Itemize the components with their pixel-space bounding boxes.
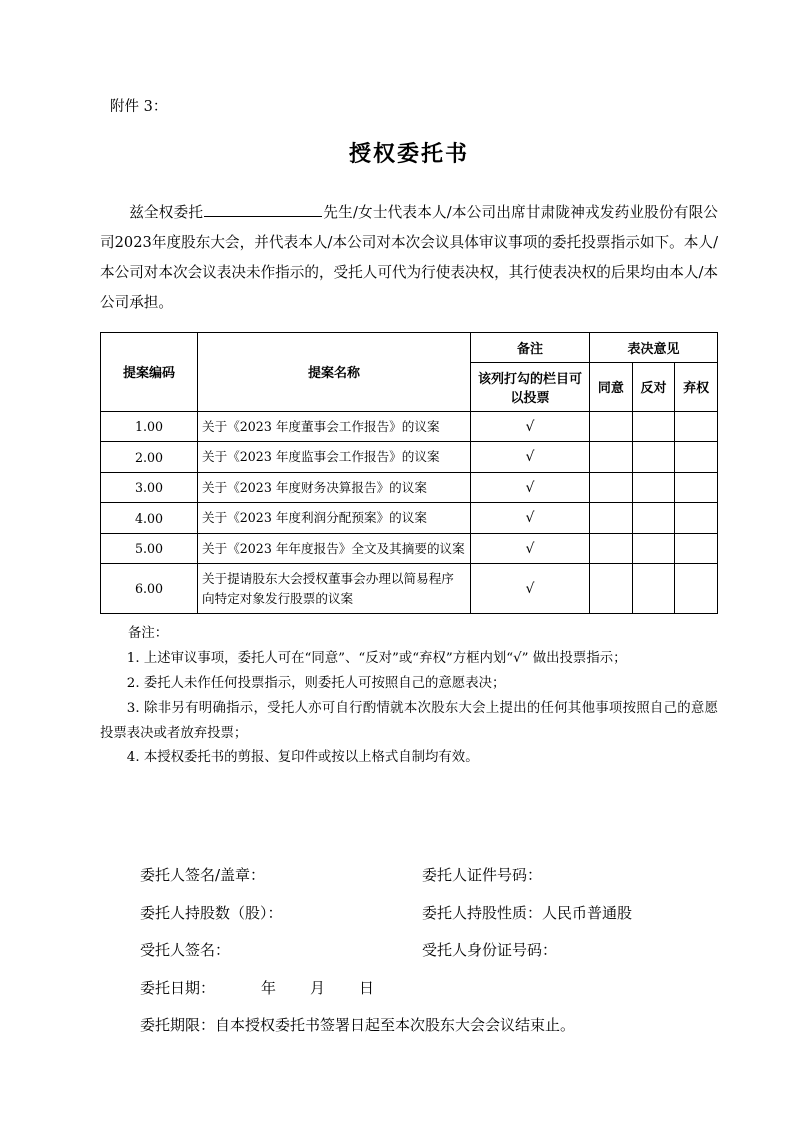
trustee-id-label: 受托人身份证号码： bbox=[422, 941, 558, 960]
cell-note-check: √ bbox=[471, 411, 590, 442]
cell-agree-checkbox[interactable] bbox=[590, 442, 633, 473]
cell-name: 关于《2023 年度财务决算报告》的议案 bbox=[198, 472, 471, 503]
table-row bbox=[101, 564, 718, 614]
header-abstain: 弃权 bbox=[675, 362, 718, 411]
cell-abstain-checkbox[interactable] bbox=[675, 442, 718, 473]
entrust-date-year: 年 bbox=[261, 978, 277, 997]
table-row bbox=[101, 442, 718, 473]
entrust-period-label: 委托期限：自本授权委托书签署日起至本次股东大会会议结束止。 bbox=[140, 1016, 576, 1035]
cell-agree-checkbox[interactable] bbox=[590, 411, 633, 442]
header-proposal-code: 提案编码 bbox=[101, 332, 198, 411]
cell-name: 关于《2023 年度董事会工作报告》的议案 bbox=[198, 411, 471, 442]
cell-note-check: √ bbox=[471, 533, 590, 564]
table-row bbox=[101, 472, 718, 503]
principal-share-type-label: 委托人持股性质：人民币普通股 bbox=[422, 903, 633, 922]
principal-id-label: 委托人证件号码： bbox=[422, 866, 543, 885]
cell-against-checkbox[interactable] bbox=[632, 564, 675, 614]
cell-agree-checkbox[interactable] bbox=[590, 564, 633, 614]
cell-abstain-checkbox[interactable] bbox=[675, 411, 718, 442]
cell-agree-checkbox[interactable] bbox=[590, 472, 633, 503]
signature-row-1 bbox=[140, 857, 718, 895]
table-body bbox=[101, 411, 718, 614]
header-against: 反对 bbox=[632, 362, 675, 411]
entrust-date-row bbox=[140, 970, 718, 1008]
intro-paragraph bbox=[100, 198, 718, 318]
entrust-date-day: 日 bbox=[359, 978, 375, 997]
principal-signature-label: 委托人签名/盖章： bbox=[140, 866, 266, 885]
table-row bbox=[101, 503, 718, 534]
header-note: 备注 bbox=[471, 332, 590, 362]
cell-against-checkbox[interactable] bbox=[632, 503, 675, 534]
cell-agree-checkbox[interactable] bbox=[590, 503, 633, 534]
trustee-signature-label: 受托人签名： bbox=[140, 941, 231, 960]
cell-against-checkbox[interactable] bbox=[632, 472, 675, 503]
name-blank-line bbox=[204, 202, 322, 217]
cell-abstain-checkbox[interactable] bbox=[675, 533, 718, 564]
entrust-date-label: 委托日期： bbox=[140, 978, 216, 997]
attachment-label: 附件 3： bbox=[110, 99, 168, 115]
cell-against-checkbox[interactable] bbox=[632, 411, 675, 442]
cell-code: 5.00 bbox=[101, 533, 198, 564]
cell-note-check: √ bbox=[471, 503, 590, 534]
signature-row-2 bbox=[140, 895, 718, 933]
cell-name: 关于《2023 年度监事会工作报告》的议案 bbox=[198, 442, 471, 473]
cell-abstain-checkbox[interactable] bbox=[675, 503, 718, 534]
table-row bbox=[101, 533, 718, 564]
cell-code: 3.00 bbox=[101, 472, 198, 503]
proposal-vote-table bbox=[100, 332, 718, 615]
note-item-4: 4. 本授权委托书的剪报、复印件或按以上格式自制均有效。 bbox=[126, 750, 479, 766]
signature-row-4 bbox=[140, 970, 718, 1008]
header-opinion: 表决意见 bbox=[590, 332, 718, 362]
cell-name: 关于《2023 年年度报告》全文及其摘要的议案 bbox=[198, 533, 471, 564]
cell-code: 1.00 bbox=[101, 411, 198, 442]
note-item-3: 3. 除非另有明确指示，受托人亦可自行酌情就本次股东大会上提出的任何其他事项按照自己的意愿投票表决或者放弃投票； bbox=[100, 700, 718, 741]
cell-name: 关于《2023 年度利润分配预案》的议案 bbox=[198, 503, 471, 534]
cell-note-check: √ bbox=[471, 472, 590, 503]
cell-name: 关于提请股东大会授权董事会办理以简易程序向特定对象发行股票的议案 bbox=[198, 564, 471, 614]
notes-heading: 备注： bbox=[128, 626, 169, 642]
cell-against-checkbox[interactable] bbox=[632, 442, 675, 473]
cell-code: 4.00 bbox=[101, 503, 198, 534]
header-proposal-name: 提案名称 bbox=[198, 332, 471, 411]
header-agree: 同意 bbox=[590, 362, 633, 411]
table-head bbox=[101, 332, 718, 411]
cell-code: 2.00 bbox=[101, 442, 198, 473]
cell-agree-checkbox[interactable] bbox=[590, 533, 633, 564]
note-item-2: 2. 委托人未作任何投票指示，则委托人可按照自己的意愿表决； bbox=[126, 676, 506, 692]
entrust-date-month: 月 bbox=[310, 978, 326, 997]
intro-prefix: 兹全权委托 bbox=[129, 204, 204, 222]
cell-code: 6.00 bbox=[101, 564, 198, 614]
note-item-1: 1. 上述审议事项，委托人可在“同意”、“反对”或“弃权”方框内划“√” 做出投票指示； bbox=[126, 651, 627, 667]
notes-section bbox=[100, 622, 718, 771]
header-note-sub: 该列打勾的栏目可以投票 bbox=[471, 362, 590, 411]
cell-abstain-checkbox[interactable] bbox=[675, 472, 718, 503]
cell-note-check: √ bbox=[471, 564, 590, 614]
cell-note-check: √ bbox=[471, 442, 590, 473]
intro-rest: 先生/女士代表本人/本公司出席甘肃陇神戎发药业股份有限公司2023年度股东大会，并代表本人/本公司对本次会议具体审议事项的委托投票指示如下。本人/本公司对本次会议表决未作指示的，受托人可代为行使表决权，其行使表决权的后果均由本人/本公司承担。 bbox=[100, 204, 718, 311]
signature-row-5 bbox=[140, 1007, 718, 1045]
table-header-row-1 bbox=[101, 332, 718, 362]
cell-abstain-checkbox[interactable] bbox=[675, 564, 718, 614]
signature-block bbox=[100, 857, 718, 1045]
signature-row-3 bbox=[140, 932, 718, 970]
principal-shares-label: 委托人持股数（股）： bbox=[140, 903, 283, 922]
table-row bbox=[101, 411, 718, 442]
page-title: 授权委托书 bbox=[348, 142, 469, 168]
cell-against-checkbox[interactable] bbox=[632, 533, 675, 564]
